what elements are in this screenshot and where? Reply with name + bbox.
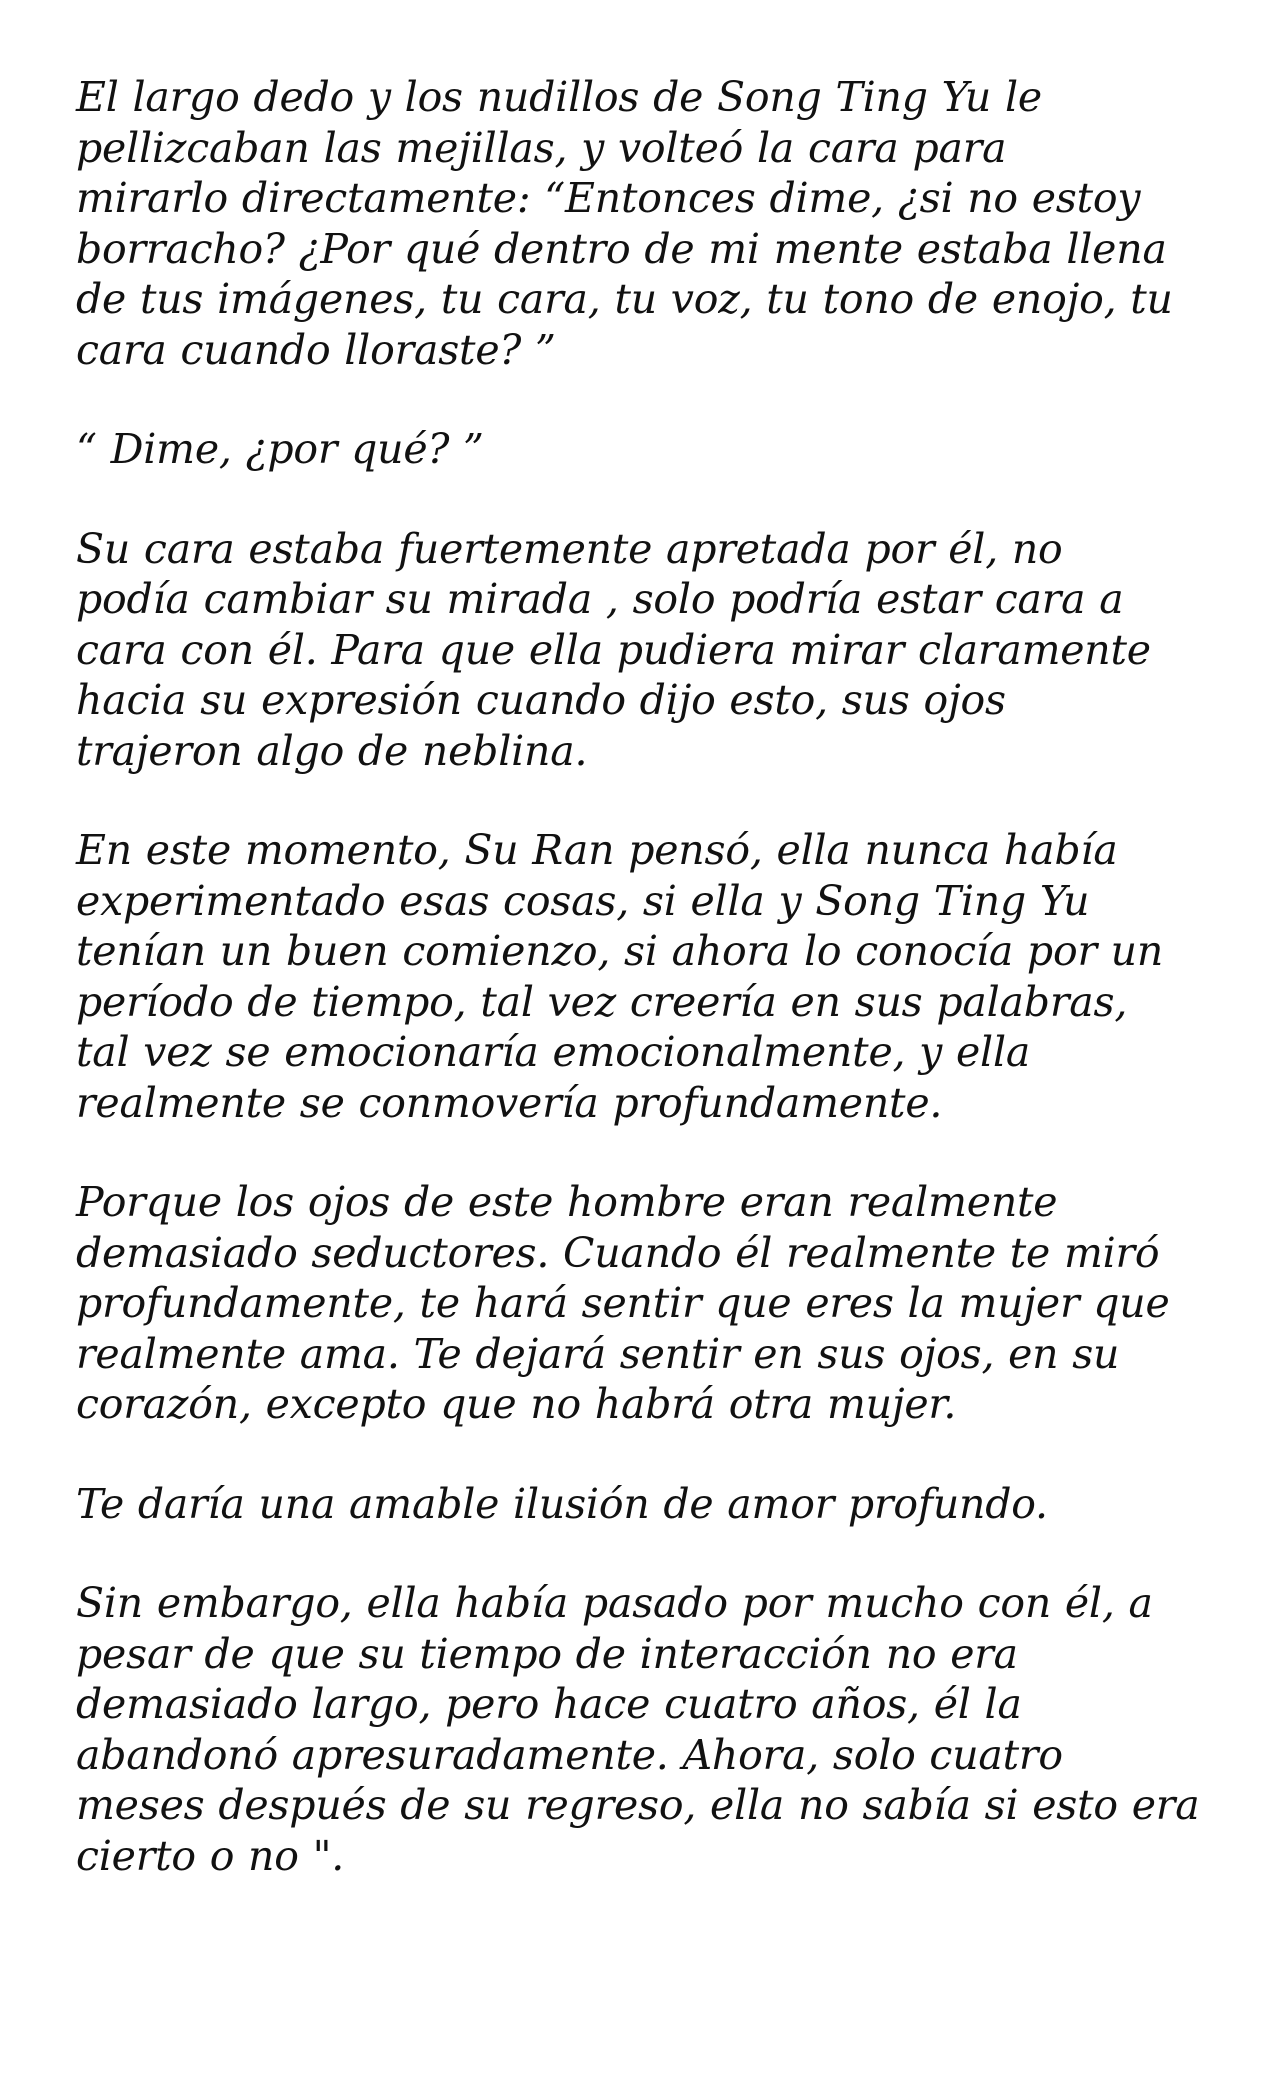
- text-line: hacia su expresión cuando dijo esto, sus ojos: [76, 676, 1006, 724]
- text-line: experimentado esas cosas, si ella y Song Ting Yu: [76, 876, 1090, 925]
- text-line: realmente se conmovería profundamente.: [76, 1078, 943, 1127]
- text-line: podía cambiar su mirada , solo podría estar cara a: [76, 575, 1124, 623]
- paragraph-3: [76, 524, 1216, 777]
- text-line: borracho? ¿Por qué dentro de mi mente estaba llena: [76, 224, 1167, 273]
- text-line: “ Dime, ¿por qué? ”: [76, 425, 484, 473]
- text-line: tal vez se emocionaría emocionalmente, y ella: [76, 1028, 1031, 1076]
- text-line: cierto o no ".: [76, 1831, 345, 1880]
- text-line: abandonó apresuradamente. Ahora, solo cuatro: [76, 1730, 1063, 1779]
- text-line: tenían un buen comienzo, si ahora lo conocía por un: [76, 927, 1164, 975]
- text-line: trajeron algo de neblina.: [76, 726, 588, 775]
- text-line: mirarlo directamente: “Entonces dime, ¿si no estoy: [76, 174, 1141, 222]
- text-line: meses después de su regreso, ella no sabía si esto era: [76, 1781, 1200, 1829]
- text-line: Porque los ojos de este hombre eran realmente: [76, 1178, 1058, 1226]
- text-line: pellizcaban las mejillas, y volteó la cara para: [76, 123, 1007, 172]
- text-line: Te daría una amable ilusión de amor profundo.: [76, 1479, 1048, 1528]
- text-line: cara cuando lloraste? ”: [76, 325, 556, 374]
- text-line: período de tiempo, tal vez creería en sus palabras,: [76, 977, 1128, 1026]
- text-line: El largo dedo y los nudillos de Song Ting Yu le: [76, 73, 1042, 121]
- text-line: En este momento, Su Ran pensó, ella nunca había: [76, 826, 1118, 874]
- text-line: realmente ama. Te dejará sentir en sus ojos, en su: [76, 1329, 1120, 1378]
- paragraph-7: [76, 1578, 1216, 1881]
- paragraph-6: [76, 1479, 1216, 1530]
- paragraph-2: [76, 424, 1216, 475]
- paragraph-1: [76, 72, 1216, 375]
- text-line: Su cara estaba fuertemente apretada por él, no: [76, 524, 1063, 573]
- text-line: cara con él. Para que ella pudiera mirar claramente: [76, 625, 1151, 674]
- text-line: demasiado largo, pero hace cuatro años, él la: [76, 1680, 1022, 1728]
- document-page: [76, 72, 1216, 1930]
- text-line: corazón, excepto que no habrá otra mujer.: [76, 1380, 957, 1428]
- paragraph-4: [76, 825, 1216, 1128]
- text-line: profundamente, te hará sentir que eres la mujer que: [76, 1279, 1170, 1327]
- paragraph-5: [76, 1177, 1216, 1430]
- text-line: Sin embargo, ella había pasado por mucho con él, a: [76, 1579, 1153, 1627]
- text-line: de tus imágenes, tu cara, tu voz, tu tono de enojo, tu: [76, 275, 1173, 323]
- text-line: pesar de que su tiempo de interacción no era: [76, 1629, 1018, 1678]
- text-line: demasiado seductores. Cuando él realmente te miró: [76, 1228, 1160, 1277]
